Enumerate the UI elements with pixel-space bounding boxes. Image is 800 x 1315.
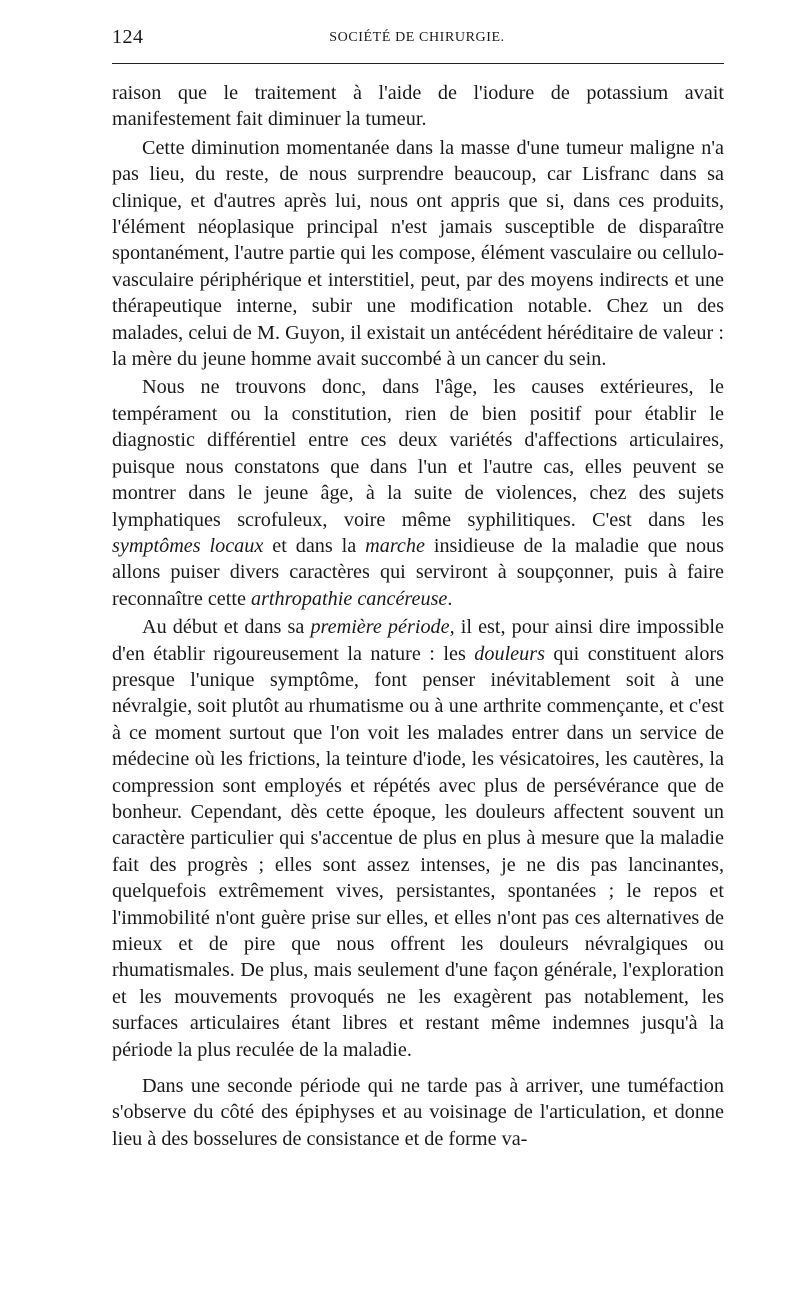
text-segment: Au début et dans sa: [142, 616, 311, 639]
paragraph: [112, 614, 724, 1063]
text-segment: Dans une seconde période qui ne tarde pas à arriver, une tuméfaction s'observe du côté des épiphyses et au voisinage de l'articulation, et donne lieu à des bosselures de consistance et de forme va-: [112, 1075, 724, 1150]
text-segment: .: [447, 587, 453, 610]
paragraph: [112, 80, 724, 133]
header-rule: [112, 63, 724, 64]
paragraph: [112, 1073, 724, 1152]
paragraph: [112, 374, 724, 612]
page-header: [112, 26, 722, 62]
text-segment: et dans la: [263, 534, 366, 557]
italic-segment: marche: [365, 534, 425, 557]
page-number: 124: [112, 26, 144, 48]
text-segment: raison que le traitement à l'aide de l'iodure de potassium avait manifestement fait diminuer la tumeur.: [112, 82, 724, 131]
body-text: [112, 80, 724, 1152]
italic-segment: symptômes locaux: [112, 534, 264, 557]
text-segment: insidieuse de la maladie que nous allons puiser divers caractères qui serviront à soupçonner, puis à faire reconnaître cette: [112, 534, 724, 610]
text-segment: qui constituent alors presque l'unique symptôme, font penser inévitablement soit à une névralgie, soit plutôt au rhumatisme ou à une arthrite commençante, et c'est à ce moment surtout que l'on voit les malades entrer dans un service de médecine où les frictions, la teinture d'iode, les vésicatoires, les cautères, la compression sont employés et répétés avec plus de persévérance que de bonheur. Cependant, dès cette époque, les douleurs affectent souvent un caractère particulier qui s'accentue de plus en plus à mesure que la maladie fait des progrès ; elles sont assez intenses, je ne dis pas lancinantes, quelquefois extrêmement vives, persistantes, spontanées ; le repos et l'immobilité n'ont guère prise sur elles, et elles n'ont pas ces alternatives de mieux et de pire que nous offrent les douleurs névralgiques ou rhumatismales. De plus, mais seulement d'une façon générale, l'exploration et les mouvements provoqués ne les exagèrent pas notablement, les surfaces articulaires étant libres et restant même indemnes jusqu'à la période la plus reculée de la maladie.: [112, 642, 725, 1061]
italic-segment: douleurs: [474, 642, 545, 665]
paragraph: [112, 135, 724, 373]
italic-segment: arthropathie cancéreuse: [250, 587, 448, 610]
running-head: SOCIÉTÉ DE CHIRURGIE.: [329, 30, 505, 45]
text-segment: Nous ne trouvons donc, dans l'âge, les causes extérieures, le tempérament ou la constitution, rien de bien positif pour établir le diagnostic différentiel entre ces deux variétés d'affections articulaires, puisque nous constatons que dans l'un et l'autre cas, elles peuvent se montrer dans le jeune âge, à la suite de violences, chez des sujets lymphatiques scrofuleux, voire même syphilitiques. C'est dans les: [112, 376, 724, 531]
text-segment: Cette diminution momentanée dans la masse d'une tumeur maligne n'a pas lieu, du reste, de nous surprendre beaucoup, car Lisfranc dans sa clinique, et d'autres après lui, nous ont appris que si, dans ces produits, l'élément néoplasique principal n'est jamais susceptible de disparaître spontanément, l'autre partie qui les compose, élément vasculaire ou cellulo-vasculaire périphérique et interstitiel, peut, par des moyens indirects et une thérapeutique interne, subir une modification notable. Chez un des malades, celui de M. Guyon, il existait un antécédent héréditaire de valeur : la mère du jeune homme avait succombé à un cancer du sein.: [112, 136, 724, 371]
text-segment: , il est, pour ainsi dire impossible d'en établir rigoureusement la nature : les: [112, 616, 724, 665]
italic-segment: première période: [310, 616, 450, 639]
